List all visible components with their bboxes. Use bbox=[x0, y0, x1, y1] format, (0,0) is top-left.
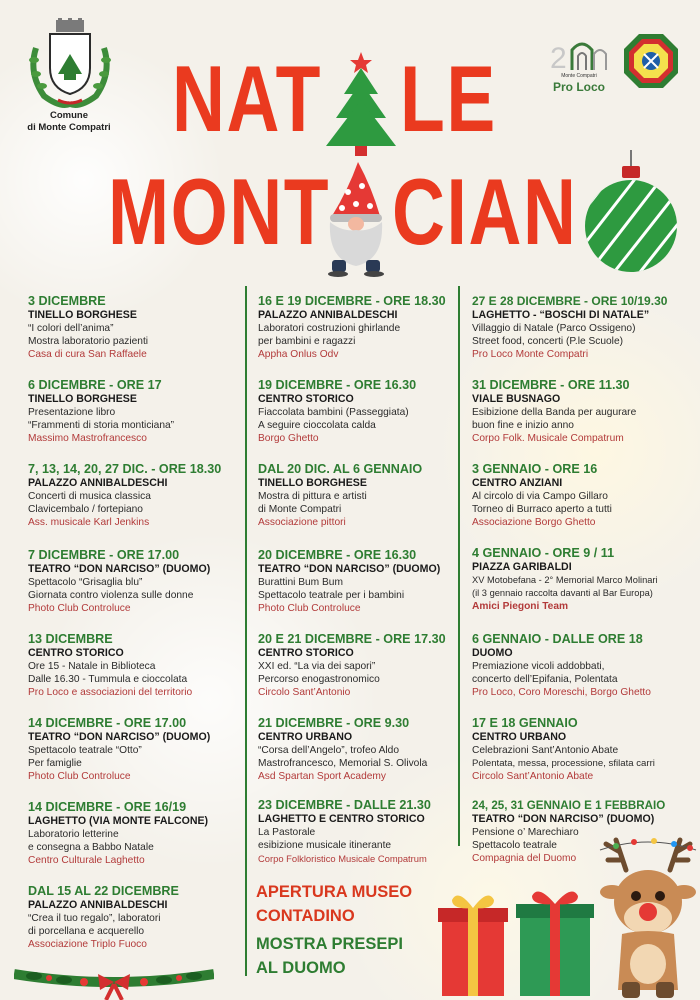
event-item bbox=[28, 884, 240, 951]
event-desc: concerto dell’Epifania, Polentata bbox=[472, 674, 618, 685]
event-desc: e consegna a Babbo Natale bbox=[28, 842, 154, 853]
event-organizer: Pro Loco, Coro Moreschi, Borgo Ghetto bbox=[472, 687, 651, 698]
comune-crest-icon bbox=[24, 18, 116, 108]
event-desc: di Monte Compatri bbox=[258, 504, 342, 515]
event-organizer: Asd Spartan Sport Academy bbox=[258, 771, 386, 782]
column-divider-1 bbox=[245, 286, 247, 976]
event-item bbox=[28, 716, 240, 783]
event-item bbox=[28, 632, 240, 699]
event-date: 7, 13, 14, 20, 27 DIC. - ORE 18.30 bbox=[28, 462, 222, 476]
event-item bbox=[472, 716, 694, 783]
event-place: TINELLO BORGHESE bbox=[28, 393, 137, 405]
event-desc: Presentazione libro bbox=[28, 407, 116, 418]
event-date: 24, 25, 31 GENNAIO E 1 FEBBRAIO bbox=[472, 799, 666, 812]
event-item bbox=[28, 294, 240, 361]
event-item bbox=[472, 294, 694, 361]
event-date: 19 DICEMBRE - ORE 16.30 bbox=[258, 378, 417, 392]
event-organizer: Associazione pittori bbox=[258, 517, 346, 528]
event-desc: Esibizione della Banda per augurare bbox=[472, 407, 637, 418]
event-organizer: Associazione Triplo Fuoco bbox=[28, 939, 147, 950]
event-organizer: Pro Loco e associazioni del territorio bbox=[28, 687, 193, 698]
event-date: DAL 20 DIC. AL 6 GENNAIO bbox=[258, 462, 423, 476]
event-date: 4 GENNAIO - ORE 9 / 11 bbox=[472, 546, 615, 560]
title-part-nat: NAT bbox=[172, 46, 322, 151]
event-organizer: Massimo Mastrofrancesco bbox=[28, 433, 147, 444]
event-desc: (il 3 gennaio raccolta davanti al Bar Europa) bbox=[472, 588, 653, 598]
event-desc: Burattini Bum Bum bbox=[258, 577, 343, 588]
event-item bbox=[472, 378, 694, 445]
gnome-icon bbox=[318, 160, 392, 278]
event-place: TINELLO BORGHESE bbox=[258, 477, 367, 489]
event-desc: Mostra laboratorio pazienti bbox=[28, 336, 149, 347]
presepi-highlight-line2: AL DUOMO bbox=[256, 959, 346, 977]
event-date: 27 E 28 DICEMBRE - ORE 10/19.30 bbox=[472, 294, 668, 308]
event-organizer: Centro Culturale Laghetto bbox=[28, 855, 145, 866]
event-place: CENTRO URBANO bbox=[258, 731, 353, 743]
event-date: DAL 15 AL 22 DICEMBRE bbox=[28, 884, 179, 898]
event-desc: buon fine e inizio anno bbox=[472, 420, 574, 431]
event-organizer: Corpo Folk. Musicale Compatrum bbox=[472, 433, 624, 444]
event-date: 13 DICEMBRE bbox=[28, 632, 113, 646]
event-place: LAGHETTO E CENTRO STORICO bbox=[258, 813, 425, 825]
event-date: 3 DICEMBRE bbox=[28, 294, 106, 308]
event-organizer: Circolo Sant’Antonio Abate bbox=[472, 771, 594, 782]
event-date: 23 DICEMBRE - DALLE 21.30 bbox=[258, 798, 431, 812]
event-desc: Mostra di pittura e artisti bbox=[258, 491, 367, 502]
event-desc: XXI ed. “La via dei sapori” bbox=[258, 661, 376, 672]
gift-boxes-icon bbox=[438, 884, 594, 1000]
event-desc: Laboratori costruzioni ghirlande bbox=[258, 323, 401, 334]
title-part-le: LE bbox=[400, 46, 497, 151]
event-desc: Spettacolo “Grisaglia blu” bbox=[28, 577, 143, 588]
event-organizer: Photo Club Controluce bbox=[28, 603, 131, 614]
event-desc: Laboratorio letterine bbox=[28, 829, 119, 840]
title-part-cian: CIAN bbox=[392, 159, 578, 264]
event-date: 20 DICEMBRE - ORE 16.30 bbox=[258, 548, 417, 562]
event-desc: per bambini e ragazzi bbox=[258, 336, 356, 347]
reindeer-icon bbox=[596, 830, 700, 1000]
event-desc: Per famiglie bbox=[28, 758, 82, 769]
event-desc: Spettacolo teatrale bbox=[472, 840, 557, 851]
event-item bbox=[472, 462, 694, 529]
event-desc: di porcellana e acquerello bbox=[28, 926, 145, 937]
event-desc: Torneo di Burraco aperto a tutti bbox=[472, 504, 612, 515]
event-item bbox=[258, 632, 454, 699]
proloco-subtitle: Monte Compatri bbox=[561, 73, 597, 79]
event-desc: “Crea il tuo regalo”, laboratori bbox=[28, 913, 161, 924]
museum-highlight-line2: CONTADINO bbox=[256, 907, 355, 925]
event-place: LAGHETTO - “BOSCHI DI NATALE” bbox=[472, 309, 650, 321]
event-place: PALAZZO ANNIBALDESCHI bbox=[258, 309, 398, 321]
event-date: 16 E 19 DICEMBRE - ORE 18.30 bbox=[258, 294, 446, 308]
event-date: 7 DICEMBRE - ORE 17.00 bbox=[28, 548, 180, 562]
svg-text:2: 2 bbox=[550, 42, 567, 75]
event-item bbox=[258, 716, 454, 783]
event-desc: Fiaccolata bambini (Passeggiata) bbox=[258, 407, 409, 418]
event-organizer: Corpo Folkloristico Musicale Compatrum bbox=[258, 853, 427, 864]
event-organizer: Associazione Borgo Ghetto bbox=[472, 517, 596, 528]
event-desc: Clavicembalo / fortepiano bbox=[28, 504, 143, 515]
event-desc: Premiazione vicoli addobbati, bbox=[472, 661, 605, 672]
event-item bbox=[258, 798, 454, 865]
event-place: VIALE BUSNAGO bbox=[472, 393, 561, 405]
event-desc: Al circolo di via Campo Gillaro bbox=[472, 491, 608, 502]
event-place: LAGHETTO (VIA MONTE FALCONE) bbox=[28, 815, 209, 827]
event-place: TEATRO “DON NARCISO” (DUOMO) bbox=[472, 813, 655, 825]
event-organizer: Ass. musicale Karl Jenkins bbox=[28, 517, 150, 528]
event-organizer: Compagnia del Duomo bbox=[472, 853, 577, 864]
event-desc: Ore 15 - Natale in Biblioteca bbox=[28, 661, 156, 672]
event-item bbox=[258, 548, 454, 615]
event-date: 14 DICEMBRE - ORE 16/19 bbox=[28, 800, 187, 814]
comune-label: Comune di Monte Compatri bbox=[27, 110, 111, 133]
event-desc: Giornata contro violenza sulle donne bbox=[28, 590, 194, 601]
event-desc: Street food, concerti (P.le Scuole) bbox=[472, 336, 624, 347]
event-place: CENTRO STORICO bbox=[258, 393, 354, 405]
event-organizer: Borgo Ghetto bbox=[258, 433, 319, 444]
event-organizer: Pro Loco Monte Compatri bbox=[472, 349, 589, 360]
event-desc: Spettacolo teatrale “Otto” bbox=[28, 745, 142, 756]
event-date: 14 DICEMBRE - ORE 17.00 bbox=[28, 716, 187, 730]
event-item bbox=[28, 548, 240, 615]
event-desc: “Corsa dell’Angelo”, trofeo Aldo bbox=[258, 745, 400, 756]
event-date: 20 E 21 DICEMBRE - ORE 17.30 bbox=[258, 632, 446, 646]
museum-highlight-line1: APERTURA MUSEO bbox=[256, 883, 413, 901]
event-desc: Dalle 16.30 - Tummula e cioccolata bbox=[28, 674, 188, 685]
event-item bbox=[472, 632, 694, 699]
event-place: TEATRO “DON NARCISO” (DUOMO) bbox=[258, 563, 441, 575]
event-place: TINELLO BORGHESE bbox=[28, 309, 137, 321]
event-organizer: Photo Club Controluce bbox=[28, 771, 131, 782]
event-desc: La Pastorale bbox=[258, 827, 316, 838]
event-desc: Spettacolo teatrale per i bambini bbox=[258, 590, 405, 601]
event-date: 3 GENNAIO - ORE 16 bbox=[472, 462, 598, 476]
event-item bbox=[258, 294, 454, 361]
event-desc: Villaggio di Natale (Parco Ossigeno) bbox=[472, 323, 636, 334]
event-desc: Percorso enogastronomico bbox=[258, 674, 380, 685]
event-place: TEATRO “DON NARCISO” (DUOMO) bbox=[28, 731, 211, 743]
event-desc: Pensione o’ Marechiaro bbox=[472, 827, 579, 838]
event-place: DUOMO bbox=[472, 647, 513, 659]
title-part-mont: MONT bbox=[108, 159, 331, 264]
event-desc: A seguire cioccolata calda bbox=[258, 420, 376, 431]
event-item bbox=[258, 462, 454, 529]
event-date: 17 E 18 GENNAIO bbox=[472, 716, 578, 730]
event-desc: Concerti di musica classica bbox=[28, 491, 151, 502]
event-place: PALAZZO ANNIBALDESCHI bbox=[28, 477, 168, 489]
event-desc: XV Motobefana - 2° Memorial Marco Molinari bbox=[472, 575, 658, 585]
event-place: PIAZZA GARIBALDI bbox=[472, 561, 572, 573]
event-item bbox=[28, 462, 240, 529]
event-place: CENTRO STORICO bbox=[28, 647, 124, 659]
event-desc: “Frammenti di storia monticiana” bbox=[28, 420, 175, 431]
event-date: 6 GENNAIO - DALLE ORE 18 bbox=[472, 632, 643, 646]
proloco-name: Pro Loco bbox=[552, 80, 605, 94]
presepi-highlight-line1: MOSTRA PRESEPI bbox=[256, 935, 403, 953]
event-date: 6 DICEMBRE - ORE 17 bbox=[28, 378, 162, 392]
event-place: CENTRO STORICO bbox=[258, 647, 354, 659]
event-item bbox=[28, 800, 240, 867]
event-desc: esibizione musicale itinerante bbox=[258, 840, 392, 851]
event-place: PALAZZO ANNIBALDESCHI bbox=[28, 899, 168, 911]
event-place: TEATRO “DON NARCISO” (DUOMO) bbox=[28, 563, 211, 575]
event-date: 21 DICEMBRE - ORE 9.30 bbox=[258, 716, 410, 730]
event-desc: “I colori dell’anima” bbox=[28, 323, 114, 334]
event-place: CENTRO ANZIANI bbox=[472, 477, 563, 489]
event-place: CENTRO URBANO bbox=[472, 731, 567, 743]
column-divider-2 bbox=[458, 286, 460, 846]
christmas-tree-icon bbox=[322, 50, 400, 158]
garland-icon bbox=[14, 960, 214, 1000]
event-desc: Polentata, messa, processione, sfilata carri bbox=[472, 758, 655, 769]
event-organizer: Circolo Sant’Antonio bbox=[258, 687, 351, 698]
event-organizer: Photo Club Controluce bbox=[258, 603, 361, 614]
event-item bbox=[28, 378, 240, 445]
event-desc: Celebrazioni Sant’Antonio Abate bbox=[472, 745, 619, 756]
event-organizer: Casa di cura San Raffaele bbox=[28, 349, 147, 360]
event-item bbox=[472, 546, 694, 613]
ornament-icon bbox=[582, 150, 680, 274]
event-desc: Mastrofrancesco, Memorial S. Olivola bbox=[258, 758, 428, 769]
region-emblem-icon bbox=[622, 32, 680, 90]
event-organizer: Amici Piegoni Team bbox=[472, 601, 569, 612]
event-date: 31 DICEMBRE - ORE 11.30 bbox=[472, 378, 630, 392]
event-item bbox=[258, 378, 454, 445]
event-organizer: Appha Onlus Odv bbox=[258, 349, 339, 360]
